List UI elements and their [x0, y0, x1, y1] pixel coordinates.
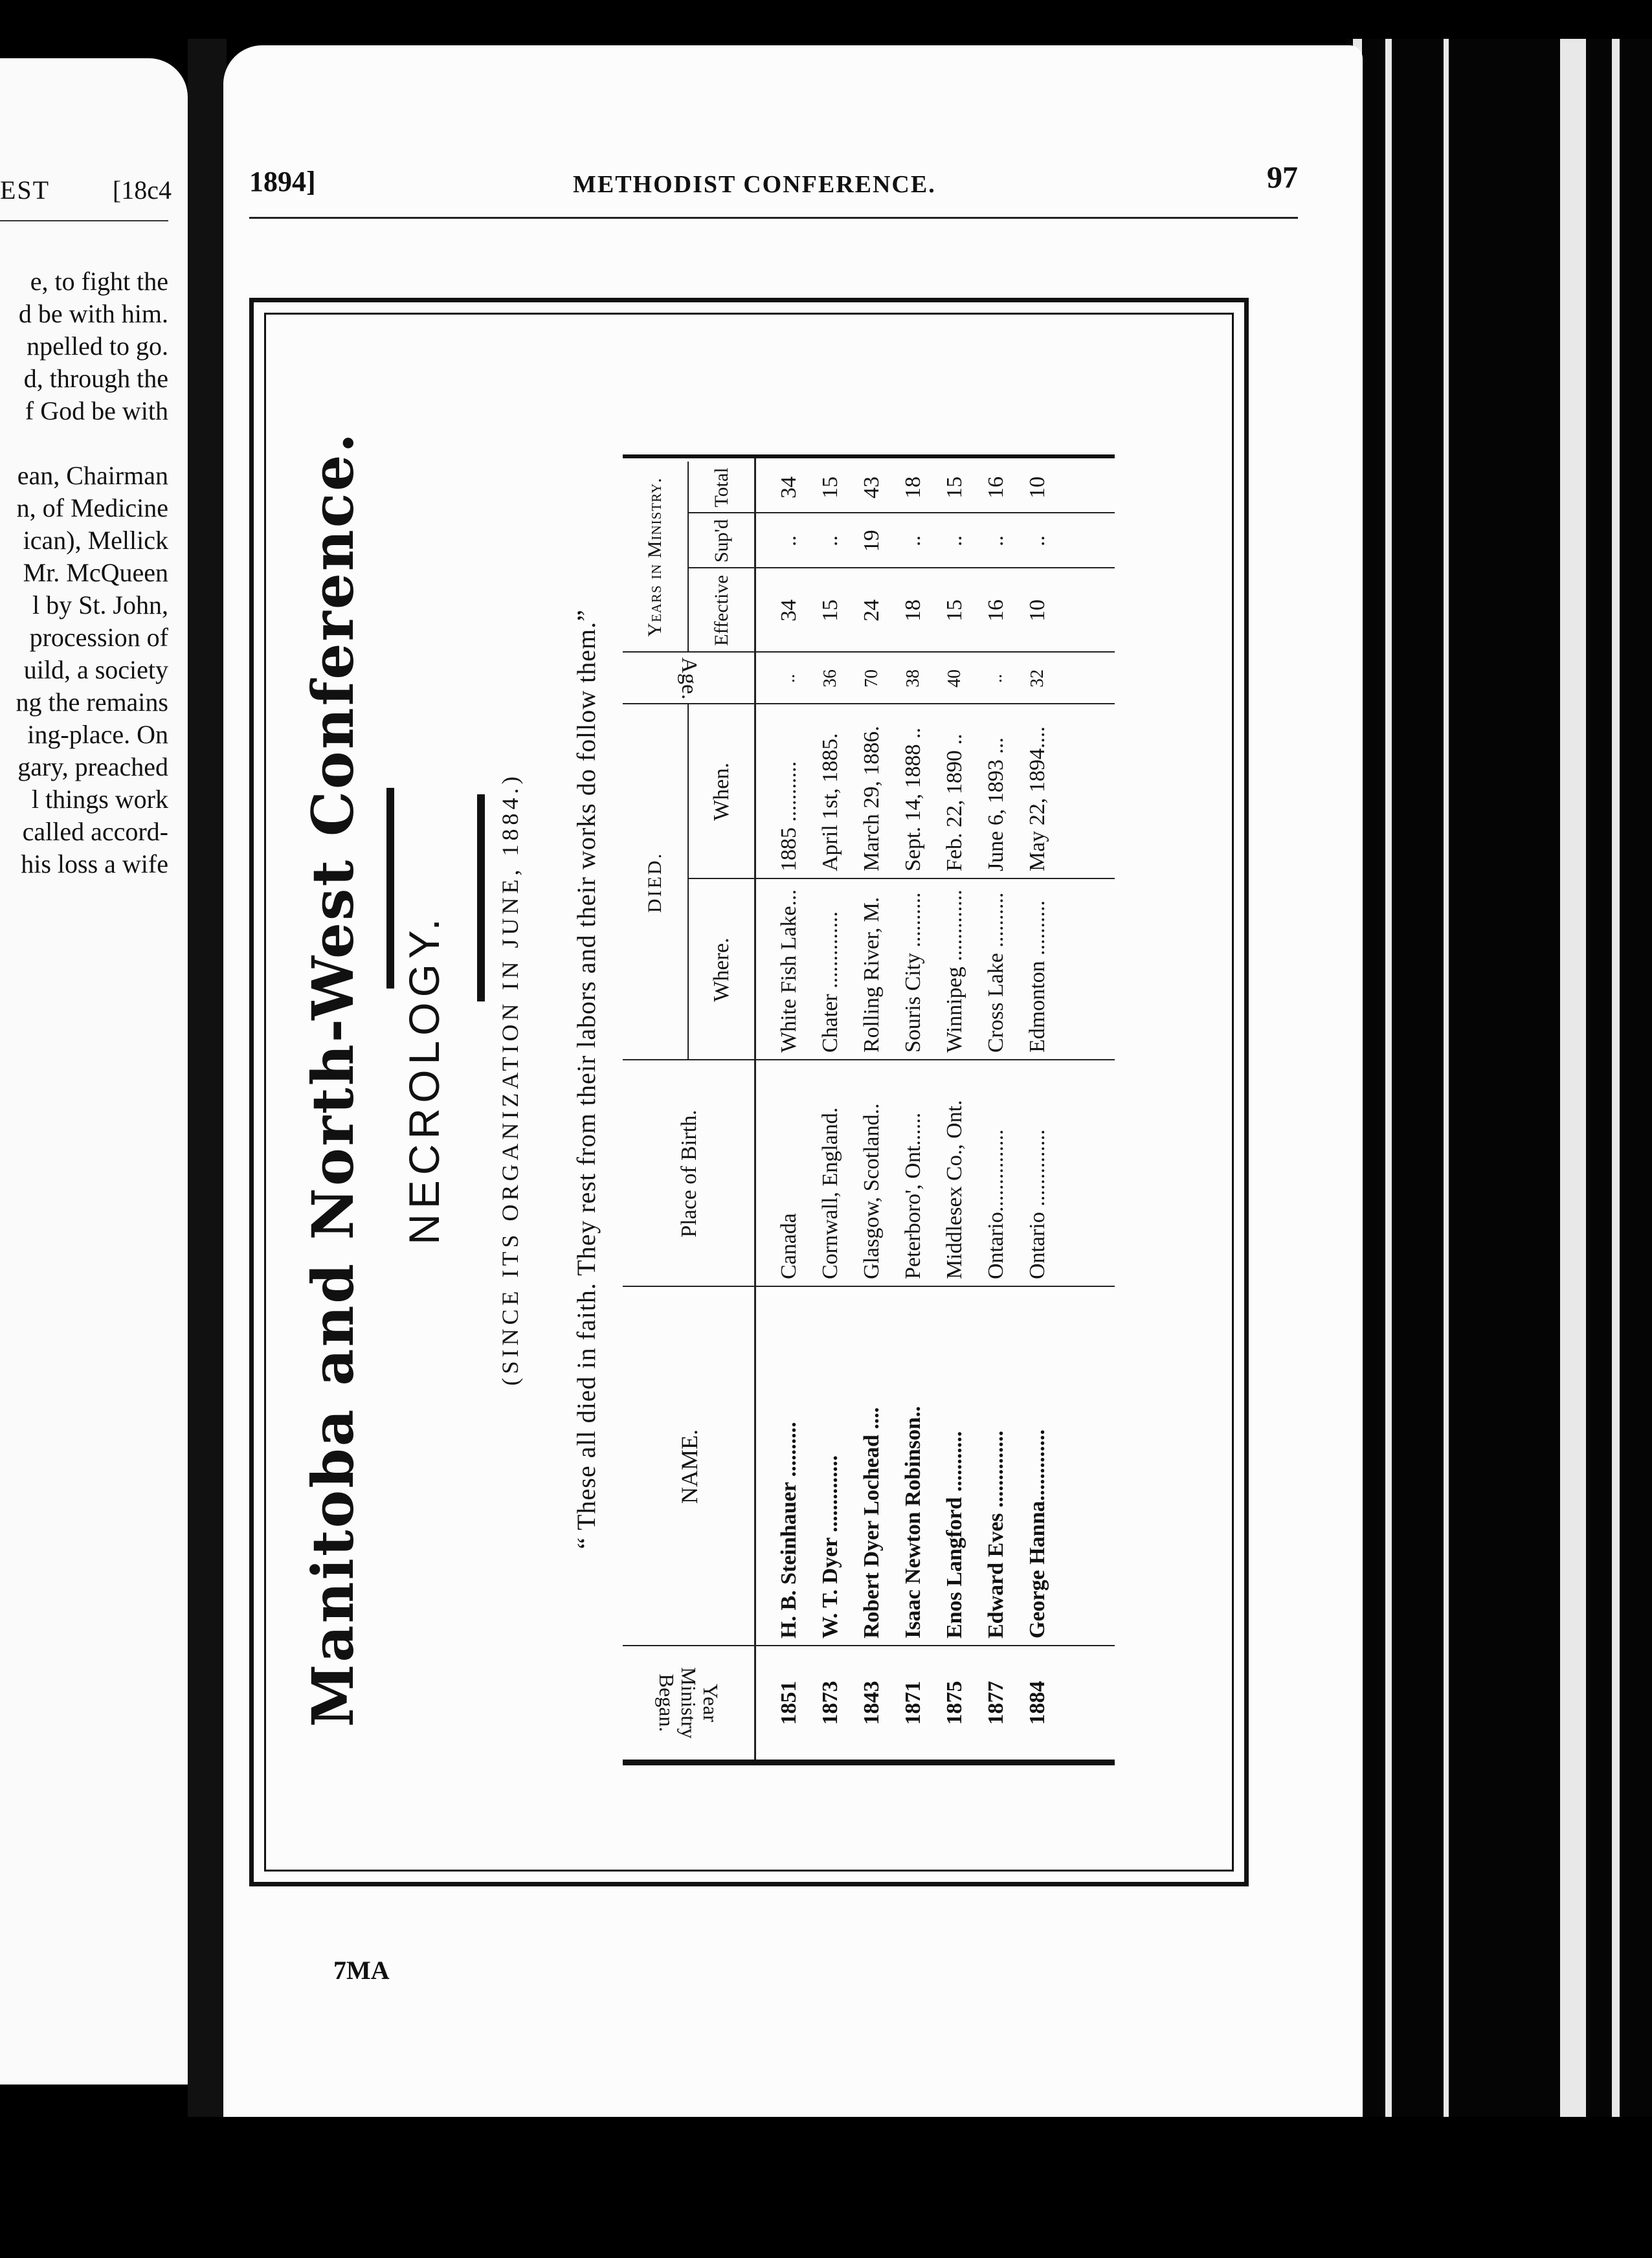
page-edges	[1346, 39, 1652, 2123]
book-gutter	[188, 39, 227, 2123]
cell-when: Feb. 22, 1890 ..	[943, 733, 966, 871]
rotated-table-block	[273, 367, 1179, 1791]
previous-page	[0, 58, 188, 2085]
header-place-of-birth: Place of Birth.	[676, 1110, 701, 1238]
header-years-in-ministry: Years in Ministry.	[644, 477, 665, 637]
cell-birth: Glasgow, Scotland..	[860, 1103, 884, 1279]
cell-where: Edmonton ..........	[1025, 900, 1049, 1053]
running-head-title: METHODIST CONFERENCE.	[573, 171, 936, 198]
previous-page-line: e, to fight the	[30, 267, 168, 296]
previous-page-line: ican), Mellick	[23, 526, 168, 555]
previous-page-line: ean, Chairman	[17, 461, 168, 490]
cell-where: Rolling River, M.	[860, 897, 884, 1053]
cell-birth: Peterboro', Ont......	[901, 1112, 925, 1279]
table-header	[623, 458, 755, 1760]
cell-total: 10	[1025, 476, 1049, 498]
organization-note: (SINCE ITS ORGANIZATION IN JUNE, 1884.)	[497, 772, 523, 1386]
cell-when: April 1st, 1885.	[818, 733, 842, 871]
section-title: NECROLOGY.	[400, 913, 448, 1245]
table-row	[851, 458, 893, 1760]
cell-where: Cross Lake ..........	[984, 892, 1008, 1053]
table-row	[1017, 458, 1058, 1760]
column-rule	[623, 1645, 755, 1646]
column-rule	[687, 878, 755, 879]
previous-page-head-title: EST	[0, 175, 50, 205]
cell-age: 40	[944, 669, 965, 687]
table-body	[755, 458, 1115, 1760]
table-row	[810, 458, 851, 1760]
decorative-rule	[386, 788, 394, 989]
header-when: When.	[709, 763, 733, 821]
header-died: DIED.	[644, 851, 665, 913]
cell-birth: Ontario ..............	[1025, 1129, 1049, 1279]
previous-page-head-year: [18c4	[112, 175, 172, 205]
cell-total: 43	[860, 476, 884, 498]
previous-page-line: ing-place. On	[27, 720, 168, 749]
table-frame	[249, 298, 1249, 1886]
previous-page-line: npelled to go.	[27, 331, 168, 361]
page-number: 97	[1267, 161, 1298, 195]
header-supd: Sup'd	[710, 519, 732, 563]
cell-birth: Cornwall, England.	[818, 1107, 842, 1279]
signature-mark: 7MA	[333, 1956, 390, 1985]
cell-name: Robert Dyer Lochead ....	[860, 1407, 884, 1638]
table-row	[893, 458, 934, 1760]
table-row	[934, 458, 976, 1760]
previous-page-line: uild, a society	[23, 655, 168, 684]
column-rule	[623, 651, 755, 653]
cell-birth: Ontario...............	[984, 1129, 1008, 1279]
running-head-rule	[249, 217, 1298, 219]
previous-page-text	[0, 265, 168, 880]
previous-page-line: called accord-	[22, 817, 168, 846]
previous-page-line: gary, preached	[17, 752, 168, 781]
cell-where: Winnipeg .............	[943, 889, 966, 1053]
cell-supd: ..	[984, 535, 1008, 546]
previous-page-line: d be with him.	[18, 299, 168, 328]
column-rule	[623, 703, 755, 704]
header-rule	[687, 462, 689, 653]
decorative-rule	[477, 794, 485, 1001]
previous-page-line: ng the remains	[16, 687, 168, 717]
header-rule	[687, 704, 689, 1060]
cell-year: 1843	[860, 1681, 884, 1725]
cell-supd: ..	[777, 535, 801, 546]
previous-page-line: his loss a wife	[21, 849, 168, 878]
cell-when: March 29, 1886.	[860, 726, 884, 871]
cell-total: 16	[984, 476, 1008, 498]
epigraph: “ These all died in faith. They rest from their labors and their works do follow them.”	[572, 609, 601, 1549]
cell-age: 32	[1027, 669, 1047, 687]
cell-age: 38	[903, 669, 923, 687]
cell-birth: Canada	[777, 1213, 801, 1279]
running-head-year: 1894]	[249, 166, 316, 197]
cell-name: George Hanna.............	[1025, 1429, 1049, 1638]
cell-year: 1884	[1025, 1681, 1049, 1725]
cell-when: May 22, 1894....	[1025, 726, 1049, 871]
previous-page-line: l by St. John,	[32, 590, 168, 620]
table-row	[768, 458, 810, 1760]
header-age: Age.	[677, 657, 702, 700]
cell-when: Sept. 14, 1888 ..	[901, 728, 925, 871]
cell-name: W. T. Dyer ..............	[818, 1455, 842, 1638]
previous-page-line: l things work	[31, 785, 168, 814]
previous-page-rule	[0, 220, 168, 221]
header-name: NAME.	[676, 1429, 702, 1504]
cell-total: 18	[901, 476, 925, 498]
header-year: Year Ministry Began.	[655, 1667, 723, 1739]
cell-age: ..	[779, 674, 799, 683]
cell-name: Edward Eves ..............	[984, 1430, 1008, 1638]
cell-year: 1851	[777, 1681, 801, 1725]
header-effective: Effective	[710, 575, 732, 646]
column-rule	[623, 1059, 755, 1060]
cell-age: 70	[862, 669, 882, 687]
cell-total: 15	[943, 476, 966, 498]
cell-age: ..	[986, 674, 1006, 683]
column-rule	[623, 1286, 755, 1287]
cell-when: June 6, 1893 ...	[984, 737, 1008, 871]
necrology-table	[623, 454, 1115, 1765]
column-rule	[687, 567, 755, 568]
previous-page-line: Mr. McQueen	[23, 558, 168, 587]
cell-supd: ..	[901, 535, 925, 546]
previous-page-line: n, of Medicine	[16, 493, 168, 522]
cell-age: 36	[820, 669, 840, 687]
cell-supd: ..	[818, 535, 842, 546]
previous-page-line: f God be with	[25, 396, 168, 425]
cell-effective: 10	[1025, 599, 1049, 621]
cell-name: H. B. Steinhauer ..........	[777, 1422, 801, 1638]
cell-birth: Middlesex Co., Ont.	[943, 1100, 966, 1279]
cell-supd: ..	[1025, 535, 1049, 546]
cell-year: 1873	[818, 1681, 842, 1725]
cell-effective: 34	[777, 599, 801, 621]
header-total: Total	[710, 467, 732, 508]
cell-effective: 24	[860, 599, 884, 621]
table-row	[976, 458, 1017, 1760]
cell-where: Souris City ..........	[901, 892, 925, 1053]
column-rule	[687, 512, 755, 513]
cell-effective: 16	[984, 599, 1008, 621]
cell-effective: 18	[901, 599, 925, 621]
cell-supd: 19	[860, 530, 884, 552]
cell-year: 1875	[943, 1681, 966, 1725]
cell-year: 1877	[984, 1681, 1008, 1725]
header-where: Where.	[709, 937, 733, 1002]
conference-title: Manitoba and North-West Conference.	[299, 431, 366, 1727]
cell-total: 34	[777, 476, 801, 498]
previous-page-running-head	[0, 175, 172, 205]
cell-effective: 15	[818, 599, 842, 621]
running-head	[249, 161, 1298, 204]
cell-where: White Fish Lake...	[777, 889, 801, 1053]
previous-page-line	[0, 427, 168, 460]
previous-page-line: procession of	[29, 623, 168, 652]
cell-year: 1871	[901, 1681, 925, 1725]
page	[223, 45, 1363, 2117]
previous-page-line: d, through the	[23, 364, 168, 393]
cell-name: Isaac Newton Robinson..	[901, 1406, 925, 1638]
cell-total: 15	[818, 476, 842, 498]
cell-where: Chater ..............	[818, 911, 842, 1053]
cell-name: Enos Langford ...........	[943, 1431, 966, 1638]
bottom-shadow	[0, 2117, 1652, 2258]
cell-when: 1885 ...........	[777, 761, 801, 871]
cell-supd: ..	[943, 535, 966, 546]
cell-effective: 15	[943, 599, 966, 621]
